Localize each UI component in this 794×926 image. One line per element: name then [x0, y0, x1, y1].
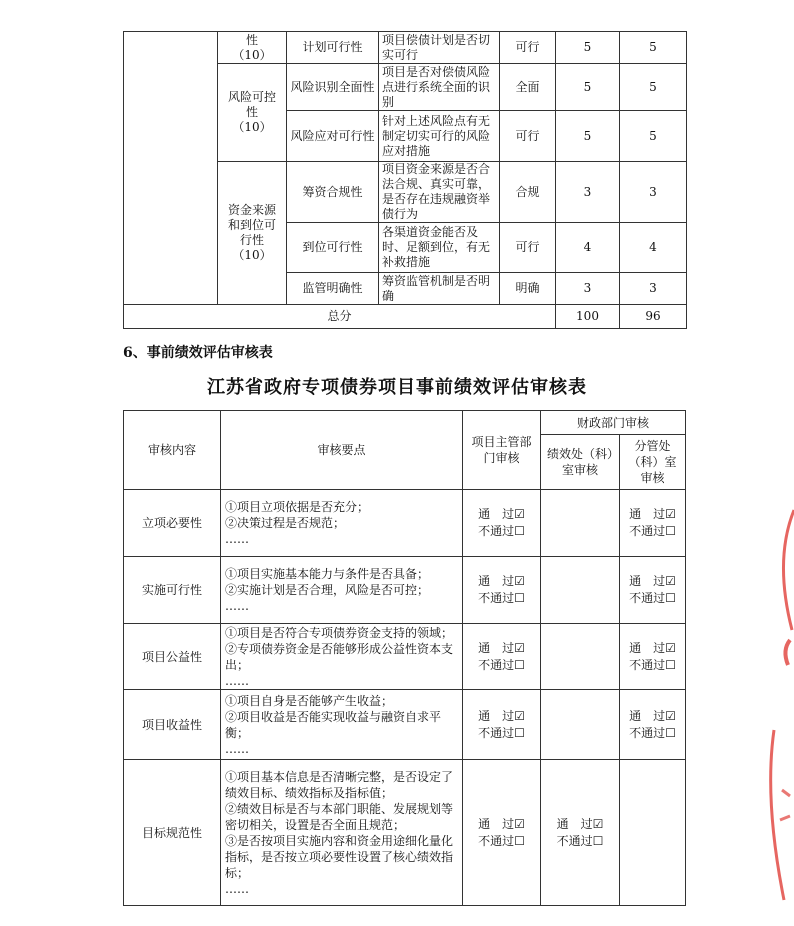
full-score-cell: 5 — [556, 32, 620, 64]
desc-cell: 筹资监管机制是否明确 — [379, 273, 500, 305]
fail-checkbox: 不通过☐ — [629, 524, 676, 538]
item-cell: 筹资合规性 — [287, 162, 379, 223]
desc-cell: 针对上述风险点有无制定切实可行的风险应对措施 — [379, 111, 500, 162]
item-cell: 风险应对可行性 — [287, 111, 379, 162]
desc-cell: 项目偿债计划是否切实可行 — [379, 32, 500, 64]
dept-check — [463, 624, 541, 690]
item-cell: 监管明确性 — [287, 273, 379, 305]
full-score-cell: 3 — [556, 162, 620, 223]
points-cell: ①项目基本信息是否清晰完整，是否设定了绩效目标、绩效指标及指标值； ②绩效目标是否与本部门职能、发展规划等密切相关，设置是否全面且规范； ③是否按项目实施内容和资金用途细化量化指标，是否按立项必要性设置了核心绩效指标； …… — [221, 760, 463, 906]
perf-check — [541, 490, 620, 557]
dept-check — [463, 557, 541, 624]
branch-check — [620, 557, 686, 624]
scoring-table — [123, 31, 687, 329]
score-cell: 4 — [620, 223, 687, 273]
subcategory-cell: 性 （10） — [218, 32, 287, 64]
content-cell: 项目收益性 — [124, 690, 221, 760]
full-score-cell: 5 — [556, 64, 620, 111]
table-row — [124, 624, 686, 690]
content-cell: 实施可行性 — [124, 557, 221, 624]
fail-checkbox: 不通过☐ — [478, 833, 525, 848]
desc-cell: 各渠道资金能否及时、足额到位，有无补救措施 — [379, 223, 500, 273]
result-cell: 可行 — [500, 32, 556, 64]
header-dept: 项目主管部门审核 — [463, 411, 541, 490]
result-cell: 可行 — [500, 111, 556, 162]
pass-checkbox: 通 过☑ — [629, 708, 676, 723]
pass-checkbox: 通 过☑ — [478, 574, 525, 588]
review-table — [123, 410, 686, 906]
table-row — [124, 690, 686, 760]
header-row — [124, 411, 686, 435]
table-row — [124, 557, 686, 624]
pass-checkbox: 通 过☑ — [478, 708, 525, 723]
category-cell-blank — [124, 32, 218, 305]
header-points: 审核要点 — [221, 411, 463, 490]
subcategory-cell: 资金来源 和到位可 行性 （10） — [218, 162, 287, 305]
content-cell: 项目公益性 — [124, 624, 221, 690]
desc-cell: 项目资金来源是否合法合规、真实可靠，是否存在违规融资举债行为 — [379, 162, 500, 223]
total-label: 总分 — [124, 305, 556, 329]
points-cell: ①项目是否符合专项债券资金支持的领域； ②专项债券资金是否能够形成公益性资本支出； …… — [221, 624, 463, 690]
table-row — [124, 760, 686, 906]
content-cell: 目标规范性 — [124, 760, 221, 906]
full-score-cell: 5 — [556, 111, 620, 162]
fail-checkbox: 不通过☐ — [629, 591, 676, 605]
branch-check — [620, 490, 686, 557]
item-cell: 计划可行性 — [287, 32, 379, 64]
header-finance: 财政部门审核 — [541, 411, 686, 435]
pass-checkbox: 通 过☑ — [478, 816, 525, 831]
score-cell: 5 — [620, 111, 687, 162]
header-perf: 绩效处（科）室审核 — [541, 435, 620, 490]
fail-checkbox: 不通过☐ — [478, 591, 525, 605]
fail-checkbox: 不通过☐ — [629, 657, 676, 672]
result-cell: 可行 — [500, 223, 556, 273]
pass-checkbox: 通 过☑ — [478, 640, 525, 655]
full-score-cell: 4 — [556, 223, 620, 273]
fail-checkbox: 不通过☐ — [556, 833, 604, 848]
pass-checkbox: 通 过☑ — [478, 507, 525, 521]
section-heading: 6、事前绩效评估审核表 — [123, 345, 273, 361]
points-cell: ①项目立项依据是否充分； ②决策过程是否规范； …… — [221, 490, 463, 557]
result-cell: 明确 — [500, 273, 556, 305]
table-row — [124, 32, 687, 64]
branch-check — [620, 624, 686, 690]
pass-checkbox: 通 过☑ — [556, 816, 604, 831]
total-score: 96 — [620, 305, 687, 329]
score-cell: 3 — [620, 162, 687, 223]
score-cell: 5 — [620, 64, 687, 111]
pass-checkbox: 通 过☑ — [629, 507, 676, 521]
item-cell: 到位可行性 — [287, 223, 379, 273]
points-cell: ①项目自身是否能够产生收益； ②项目收益是否能实现收益与融资自求平衡； …… — [221, 690, 463, 760]
fail-checkbox: 不通过☐ — [478, 725, 525, 740]
table-row — [124, 490, 686, 557]
perf-check — [541, 690, 620, 760]
dept-check — [463, 760, 541, 906]
branch-check — [620, 760, 686, 906]
branch-check — [620, 690, 686, 760]
perf-check — [541, 557, 620, 624]
dept-check — [463, 490, 541, 557]
pass-checkbox: 通 过☑ — [629, 640, 676, 655]
dept-check — [463, 690, 541, 760]
fail-checkbox: 不通过☐ — [629, 725, 676, 740]
header-branch: 分管处（科）室审核 — [620, 435, 686, 490]
header-content: 审核内容 — [124, 411, 221, 490]
points-cell: ①项目实施基本能力与条件是否具备； ②实施计划是否合理，风险是否可控； …… — [221, 557, 463, 624]
subcategory-cell: 风险可控 性 （10） — [218, 64, 287, 162]
perf-check — [541, 624, 620, 690]
total-full-score: 100 — [556, 305, 620, 329]
official-seal-stamp — [754, 500, 794, 920]
score-cell: 3 — [620, 273, 687, 305]
fail-checkbox: 不通过☐ — [478, 657, 525, 672]
pass-checkbox: 通 过☑ — [629, 574, 676, 588]
content-cell: 立项必要性 — [124, 490, 221, 557]
desc-cell: 项目是否对偿债风险点进行系统全面的识别 — [379, 64, 500, 111]
result-cell: 合规 — [500, 162, 556, 223]
score-cell: 5 — [620, 32, 687, 64]
fail-checkbox: 不通过☐ — [478, 524, 525, 538]
total-row — [124, 305, 687, 329]
perf-check — [541, 760, 620, 906]
table-title: 江苏省政府专项债券项目事前绩效评估审核表 — [207, 377, 587, 398]
full-score-cell: 3 — [556, 273, 620, 305]
result-cell: 全面 — [500, 64, 556, 111]
item-cell: 风险识别全面性 — [287, 64, 379, 111]
